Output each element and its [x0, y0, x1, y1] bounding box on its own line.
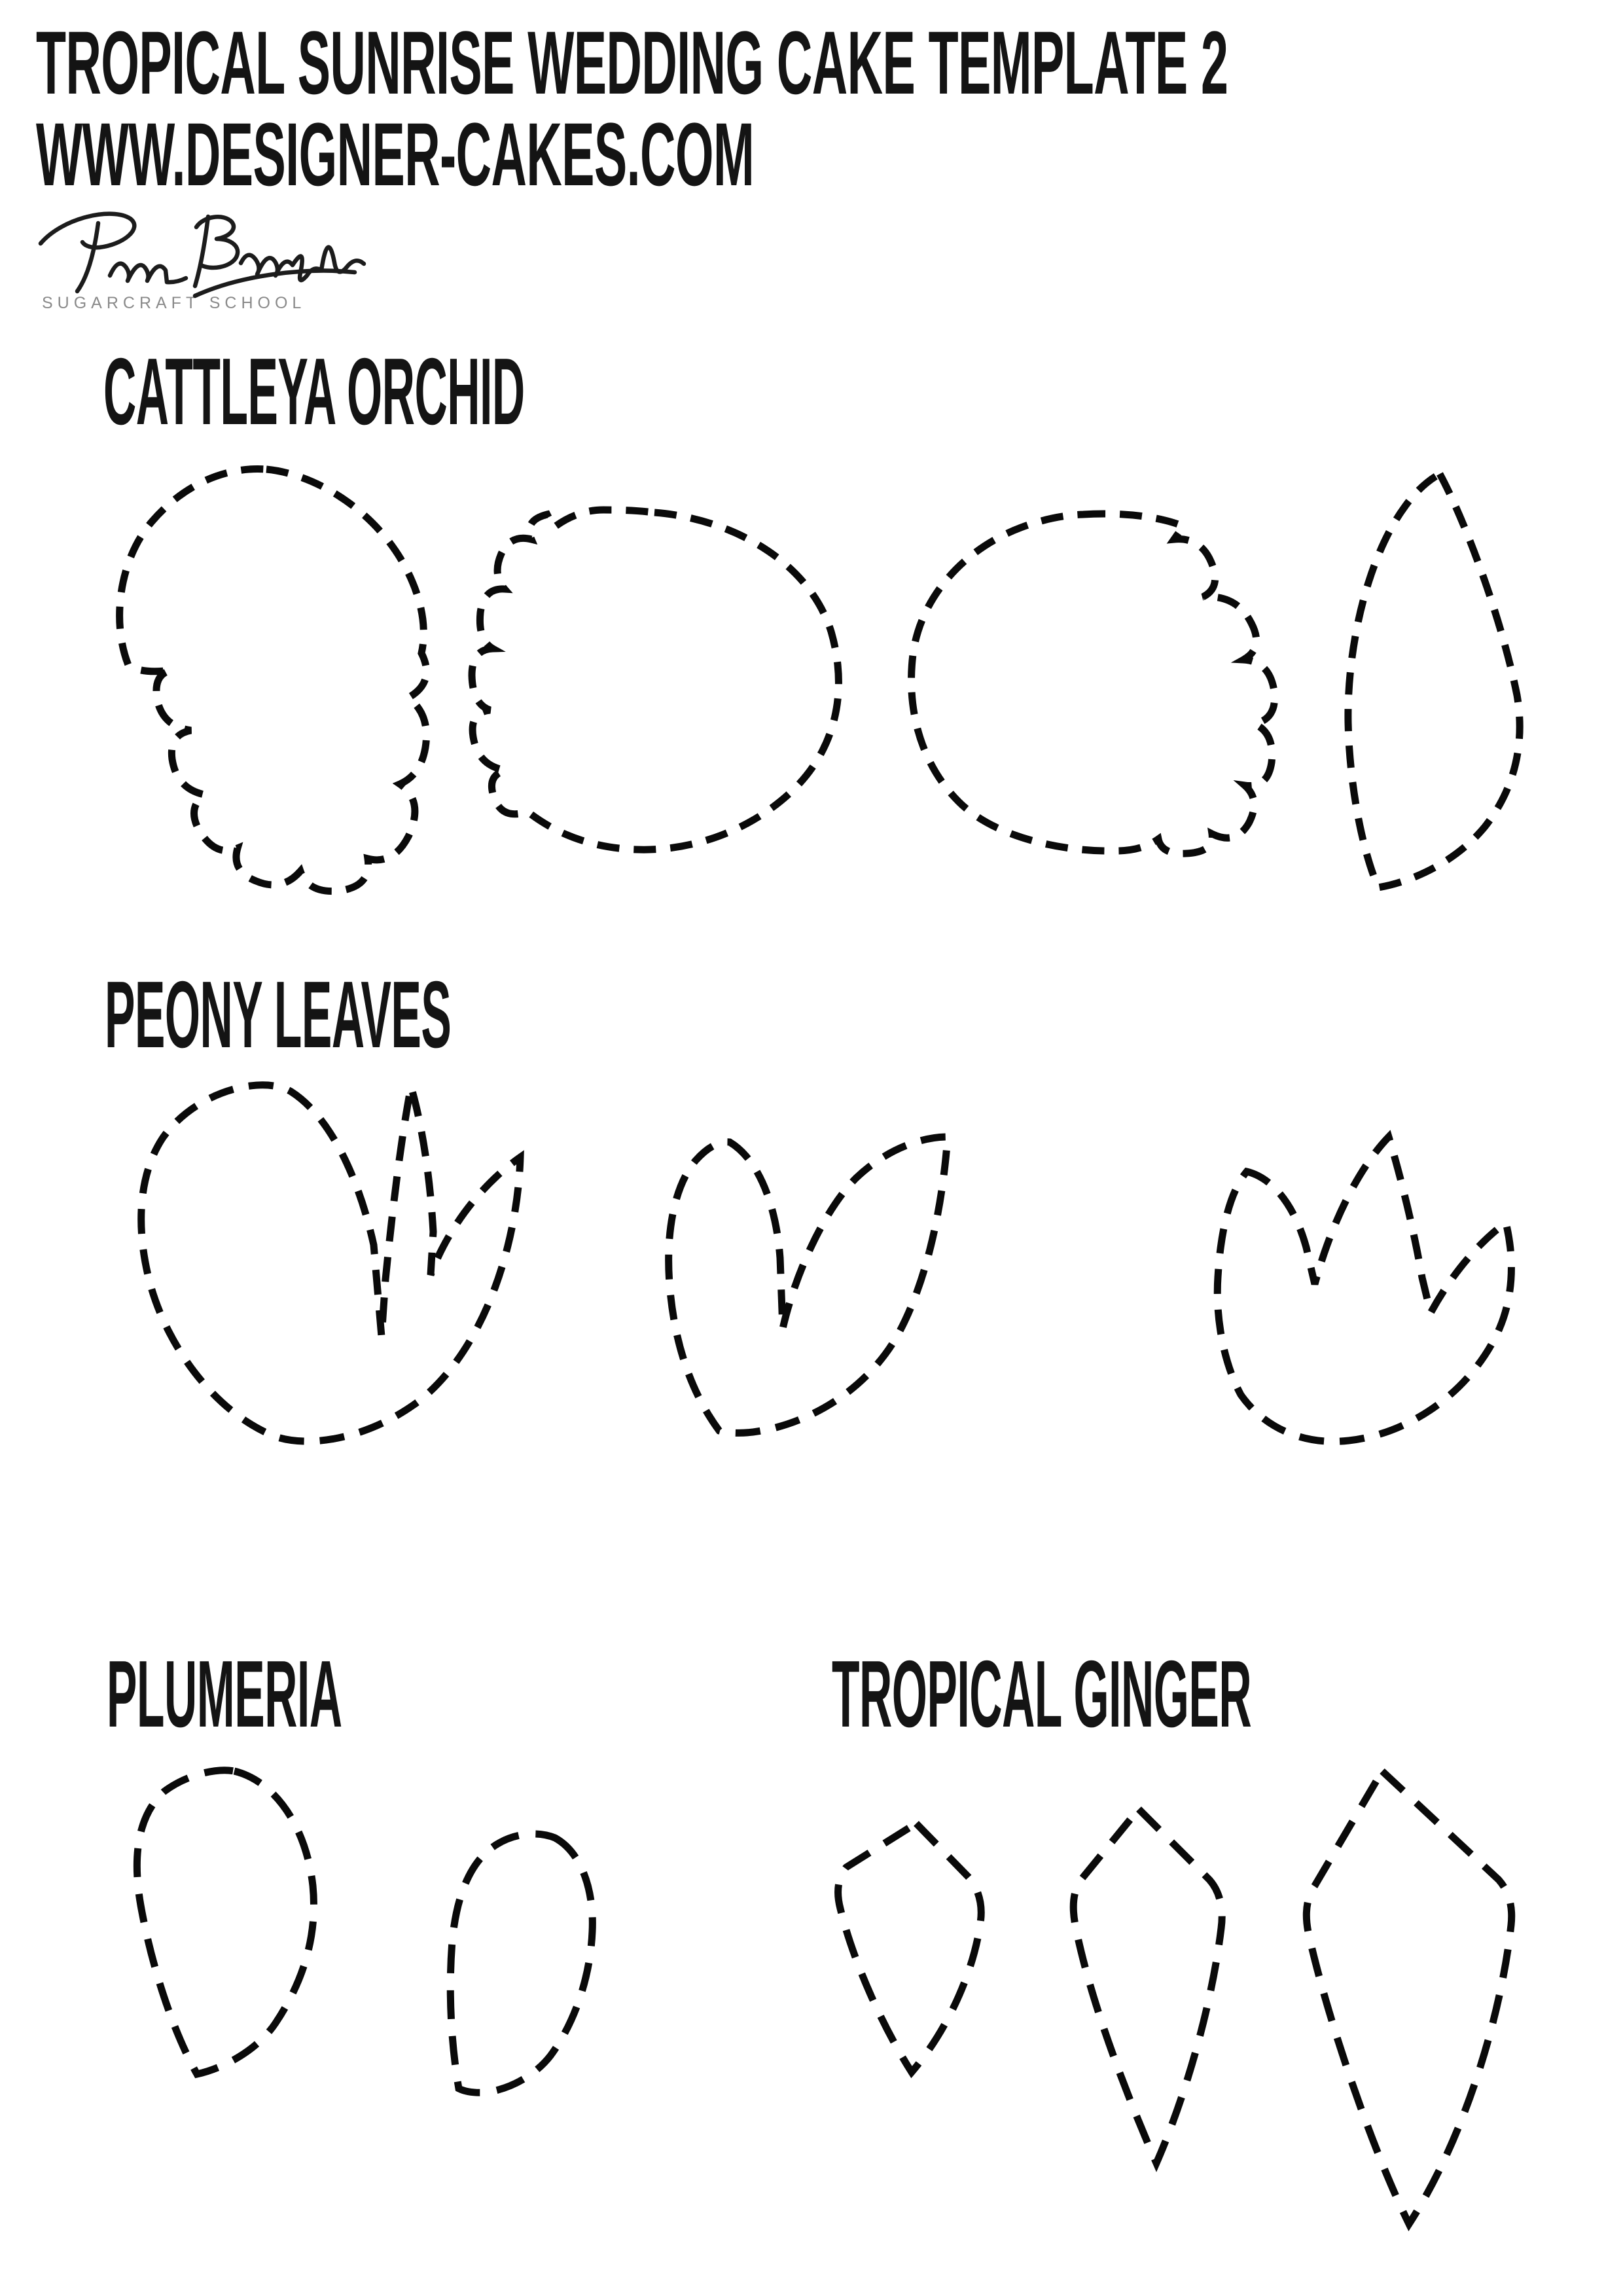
peony-leaf-two-lobed-outline — [669, 1137, 948, 1433]
plumeria-petal-large-outline — [137, 1770, 313, 2074]
peony-leaf-large-outline — [141, 1085, 520, 1441]
plumeria-petal-small-outline — [450, 1834, 592, 2092]
ginger-petal-large-outline — [1306, 1771, 1511, 2224]
paul-bradford-signature — [41, 214, 364, 296]
page-title-line2: WWW.DESIGNER-CAKES.COM — [36, 105, 755, 205]
section-title-peony-leaves: PEONY LEAVES — [105, 961, 452, 1067]
section-title-plumeria: PLUMERIA — [107, 1641, 342, 1747]
cattleya-frilled-oval-right-outline — [912, 514, 1275, 853]
ginger-petal-medium-outline — [1073, 1809, 1222, 2163]
section-title-tropical-ginger: TROPICAL GINGER — [832, 1641, 1252, 1747]
cattleya-frilled-oval-left-outline — [472, 510, 838, 850]
page-title-line1: TROPICAL SUNRISE WEDDING CAKE TEMPLATE 2 — [36, 13, 1228, 113]
ginger-petal-small-outline — [838, 1823, 982, 2072]
peony-leaf-small-outline — [1217, 1137, 1511, 1441]
cattleya-pointed-petal-outline — [1348, 474, 1520, 888]
cattleya-frilled-petal-large-outline — [120, 469, 427, 891]
section-title-cattleya-orchid: CATTLEYA ORCHID — [103, 338, 525, 444]
sugarcraft-school-label: SUGARCRAFT SCHOOL — [42, 294, 306, 312]
